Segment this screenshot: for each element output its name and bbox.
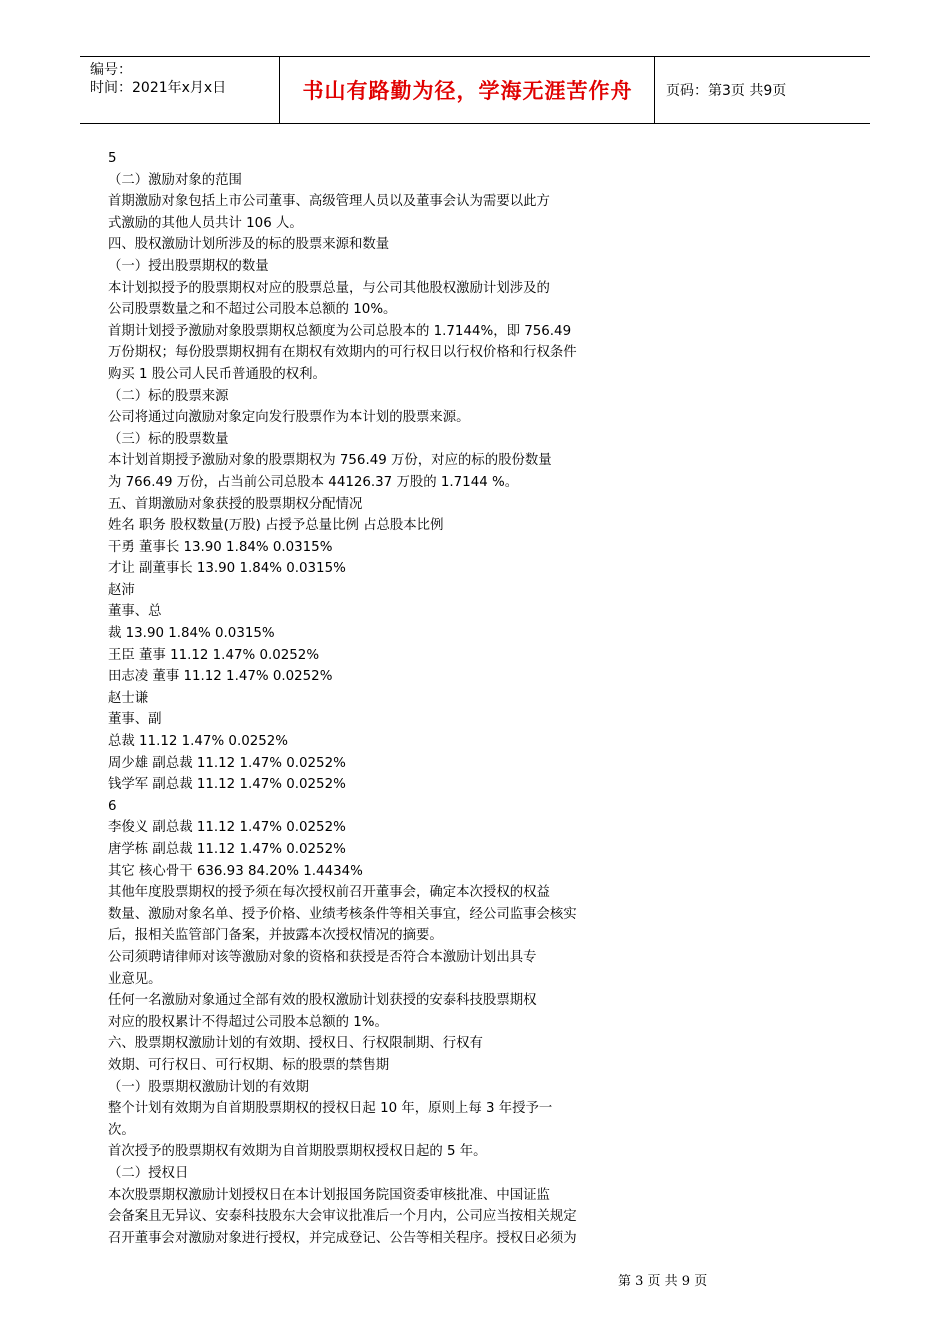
text-line: （一）股票期权激励计划的有效期 (108, 1079, 309, 1095)
table-row: 田志凌 董事 11.12 1.47% 0.0252% (108, 669, 333, 685)
text-line: （三）标的股票数量 (108, 431, 229, 447)
text-line: 为 766.49 万份，占当前公司总股本 44126.37 万股的 1.7144 %。 (108, 474, 519, 490)
table-row: 干勇 董事长 13.90 1.84% 0.0315% (108, 539, 333, 555)
text-line: （二）标的股票来源 (108, 388, 229, 404)
table-header-line: 姓名 职务 股权数量(万股) 占授予总量比例 占总股本比例 (108, 518, 444, 534)
text-line: 本次股票期权激励计划授权日在本计划报国务院国资委审核批准、中国证监 (108, 1187, 550, 1203)
header-page-number: 页码：第3页 共9页 (666, 83, 787, 99)
text-line: 本计划首期授予激励对象的股票期权为 756.49 万份，对应的标的股份数量 (108, 453, 552, 469)
table-row: 李俊义 副总裁 11.12 1.47% 0.0252% (108, 820, 346, 836)
text-line: 万份期权；每份股票期权拥有在期权有效期内的可行权日以行权价格和行权条件 (108, 345, 577, 361)
text-line: （二）授权日 (108, 1165, 189, 1181)
header-meta (80, 57, 280, 123)
text-line: 数量、激励对象名单、授予价格、业绩考核条件等相关事宜，经公司监事会核实 (108, 906, 577, 922)
document-time-label: 时间：2021年x月x日 (90, 80, 227, 96)
text-line: 购买 1 股公司人民币普通股的权利。 (108, 366, 326, 382)
table-row: 王臣 董事 11.12 1.47% 0.0252% (108, 647, 320, 663)
section-heading: 六、股票期权激励计划的有效期、授权日、行权限制期、行权有 (108, 1036, 483, 1052)
page-footer: 第 3 页 共 9 页 (618, 1274, 708, 1289)
text-line: 对应的股权累计不得超过公司股本总额的 1%。 (108, 1014, 388, 1030)
text-line: 公司须聘请律师对该等激励对象的资格和获授是否符合本激励计划出具专 (108, 949, 537, 965)
text-line: （二）激励对象的范围 (108, 172, 242, 188)
text-line: 公司将通过向激励对象定向发行股票作为本计划的股票来源。 (108, 410, 470, 426)
section-heading: 效期、可行权日、可行权期、标的股票的禁售期 (108, 1057, 390, 1073)
text-line: 后，报相关监管部门备案，并披露本次授权情况的摘要。 (108, 928, 443, 944)
text-line: 本计划拟授予的股票期权对应的股票总量，与公司其他股权激励计划涉及的 (108, 280, 550, 296)
table-row: 董事、总 (108, 604, 162, 620)
document-body (108, 148, 628, 1249)
table-row: 周少雄 副总裁 11.12 1.47% 0.0252% (108, 755, 346, 771)
text-line: 整个计划有效期为自首期股票期权的授权日起 10 年，原则上每 3 年授予一 (108, 1101, 553, 1117)
page-header (80, 56, 870, 124)
table-row: 才让 副董事长 13.90 1.84% 0.0315% (108, 561, 346, 577)
table-row: 董事、副 (108, 712, 162, 728)
section-heading: 四、股权激励计划所涉及的标的股票来源和数量 (108, 237, 390, 253)
header-motto: 书山有路勤为径，学海无涯苦作舟 (281, 57, 655, 123)
text-line: 式激励的其他人员共计 106 人。 (108, 215, 303, 231)
text-line: 首期计划授予激励对象股票期权总额度为公司总股本的 1.7144%，即 756.49 (108, 323, 572, 339)
table-row: 总裁 11.12 1.47% 0.0252% (108, 734, 289, 750)
table-row: 其它 核心骨干 636.93 84.20% 1.4434% (108, 863, 363, 879)
section-heading: 五、首期激励对象获授的股票期权分配情况 (108, 496, 363, 512)
table-row: 钱学军 副总裁 11.12 1.47% 0.0252% (108, 777, 346, 793)
text-line: （一）授出股票期权的数量 (108, 258, 269, 274)
document-number-label: 编号： (90, 62, 132, 78)
text-line: 任何一名激励对象通过全部有效的股权激励计划获授的安泰科技股票期权 (108, 993, 537, 1009)
table-row: 赵沛 (108, 582, 135, 598)
text-line: 召开董事会对激励对象进行授权，并完成登记、公告等相关程序。授权日必须为 (108, 1230, 577, 1246)
table-row: 裁 13.90 1.84% 0.0315% (108, 626, 275, 642)
text-line: 其他年度股票期权的授予须在每次授权前召开董事会，确定本次授权的权益 (108, 885, 550, 901)
text-line: 会备案且无异议、安泰科技股东大会审议批准后一个月内，公司应当按相关规定 (108, 1209, 577, 1225)
table-row: 唐学栋 副总裁 11.12 1.47% 0.0252% (108, 842, 346, 857)
table-row: 赵士谦 (108, 690, 149, 706)
text-line: 6 (108, 798, 117, 814)
text-line: 公司股票数量之和不超过公司股本总额的 10%。 (108, 302, 397, 318)
text-line: 首次授予的股票期权有效期为自首期股票期权授权日起的 5 年。 (108, 1144, 487, 1160)
text-line: 5 (108, 151, 117, 166)
text-line: 业意见。 (108, 971, 162, 987)
text-line: 次。 (108, 1122, 135, 1138)
text-line: 首期激励对象包括上市公司董事、高级管理人员以及董事会认为需要以此方 (108, 194, 550, 210)
